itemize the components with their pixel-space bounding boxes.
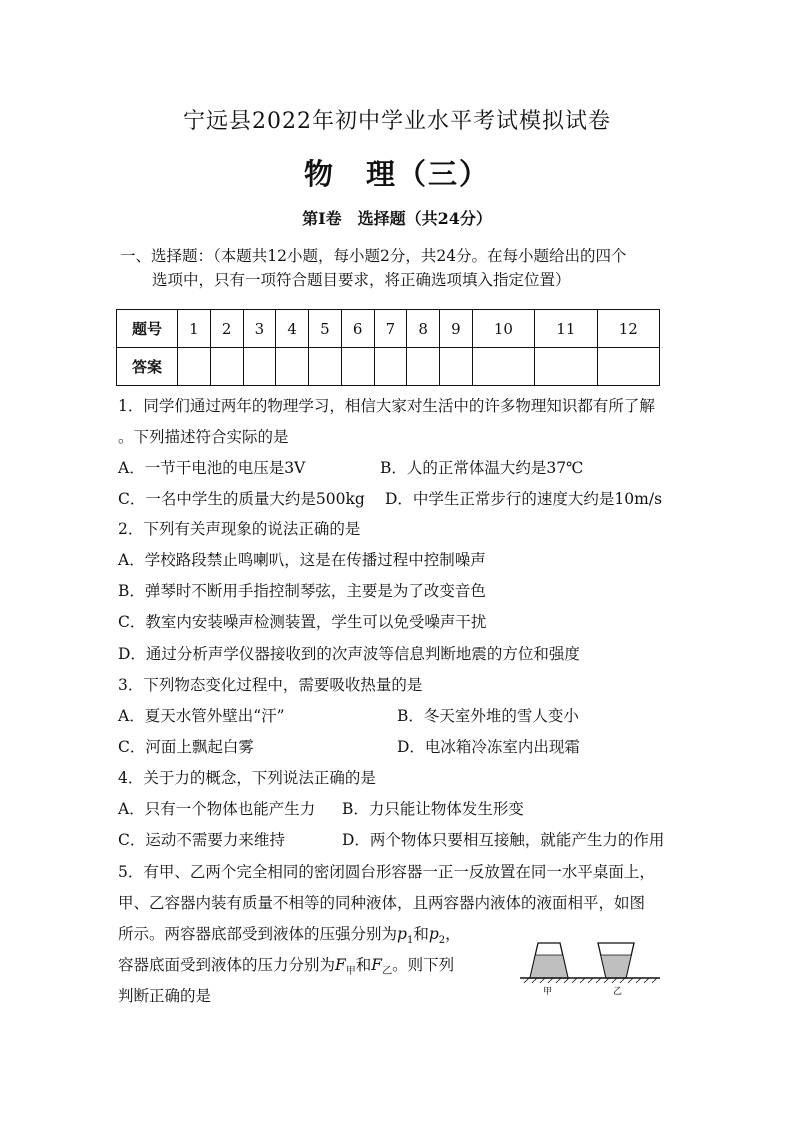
- q4-option-d: D．两个物体只要相互接触，就能产生力的作用: [342, 831, 665, 849]
- q3-option-a: A．夏天水管外壁出“汗”: [118, 707, 285, 725]
- q1-option-a: A．一节干电池的电压是3V: [118, 459, 306, 477]
- section-heading: 第Ⅰ卷 选择题（共24分）: [302, 209, 492, 228]
- force-symbol: F: [335, 956, 346, 974]
- question-number-cell: 2: [210, 310, 243, 348]
- question-number-cell: 7: [374, 310, 407, 348]
- q1-option-c: C．一名中学生的质量大约是500kg: [118, 490, 365, 508]
- q5-text: 容器底面受到液体的压力分别为: [118, 956, 336, 974]
- q1-stem-line-1: 1．同学们通过两年的物理学习，相信大家对生活中的许多物理知识都有所了解: [118, 397, 655, 415]
- q5-text: 所示。两容器底部受到液体的压强分别为: [118, 925, 398, 943]
- answer-cell[interactable]: [407, 348, 440, 386]
- answer-cell[interactable]: [374, 348, 407, 386]
- question-number-cell: 11: [535, 310, 597, 348]
- answer-cell[interactable]: [243, 348, 276, 386]
- label-yi: 乙: [613, 987, 623, 997]
- pressure-symbol: p: [428, 925, 439, 943]
- subscript: 乙: [382, 966, 393, 978]
- q4-option-c: C．运动不需要力来维持: [118, 831, 285, 849]
- q5-stem-line-3: [118, 922, 461, 946]
- q3-option-b: B．冬天室外堆的雪人变小: [397, 707, 579, 725]
- q2-stem: 2．下列有关声现象的说法正确的是: [118, 520, 361, 538]
- answer-cell[interactable]: [276, 348, 309, 386]
- table-hatching: [524, 978, 657, 983]
- q5-stem-line-1: 5．有甲、乙两个完全相同的密闭圆台形容器一正一反放置在同一水平桌面上，: [118, 863, 655, 881]
- q3-option-d: D．电冰箱冷冻室内出现霜: [397, 738, 580, 756]
- answer-cell[interactable]: [341, 348, 374, 386]
- answer-header: 答案: [117, 348, 178, 386]
- question-number-cell: 12: [597, 310, 659, 348]
- answer-cell[interactable]: [472, 348, 534, 386]
- q1-stem-line-2: 。下列描述符合实际的是: [118, 428, 289, 446]
- q2-option-d: D．通过分析声学仪器接收到的次声波等信息判断地震的方位和强度: [118, 645, 580, 663]
- question-number-cell: 10: [472, 310, 534, 348]
- answer-cell[interactable]: [597, 348, 659, 386]
- containers-figure: [510, 938, 675, 998]
- force-symbol: F: [371, 956, 383, 974]
- instructions-line-1: 一、选择题：（本题共12小题，每小题2分，共24分。在每小题给出的四个: [120, 247, 627, 265]
- answer-table: [116, 309, 660, 386]
- subscript: 甲: [345, 966, 356, 978]
- q1-option-b: B．人的正常体温大约是37℃: [380, 459, 584, 477]
- liquid-yi: [601, 955, 632, 978]
- question-number-cell: 8: [407, 310, 440, 348]
- q5-text: 和: [413, 925, 429, 943]
- label-jia: 甲: [543, 987, 553, 997]
- instructions-line-2: 选项中，只有一项符合题目要求，将正确选项填入指定位置）: [152, 271, 571, 289]
- q5-text: 。则下列: [392, 956, 455, 974]
- answer-cell[interactable]: [178, 348, 211, 386]
- question-number-cell: 3: [243, 310, 276, 348]
- q4-option-a: A．只有一个物体也能产生力: [118, 800, 316, 818]
- q5-stem-line-4: [118, 953, 454, 977]
- pressure-symbol: p: [397, 925, 407, 943]
- q5-stem-line-2: 甲、乙容器内装有质量不相等的同种液体，且两容器内液体的液面相平，如图: [118, 894, 646, 912]
- q5-text: 和: [355, 956, 372, 974]
- answer-cell[interactable]: [309, 348, 342, 386]
- question-number-cell: 4: [276, 310, 309, 348]
- answer-cell[interactable]: [210, 348, 243, 386]
- q5-text: ，: [445, 925, 461, 943]
- question-number-cell: 1: [178, 310, 211, 348]
- q2-option-c: C．教室内安装噪声检测装置，学生可以免受噪声干扰: [118, 613, 487, 631]
- q2-option-b: B．弹琴时不断用手指控制琴弦，主要是为了改变音色: [118, 582, 486, 600]
- exam-title: 宁远县2022年初中学业水平考试模拟试卷: [183, 109, 611, 134]
- question-number-cell: 6: [341, 310, 374, 348]
- answer-table-answer-row: [117, 348, 660, 386]
- answer-cell[interactable]: [440, 348, 473, 386]
- q2-option-a: A．学校路段禁止鸣喇叭，这是在传播过程中控制噪声: [118, 551, 486, 569]
- subscript: 1: [406, 935, 414, 947]
- question-number-header: 题号: [117, 310, 178, 348]
- answer-table-number-row: [117, 310, 660, 348]
- question-number-cell: 9: [440, 310, 473, 348]
- liquid-jia: [530, 955, 568, 978]
- q4-stem: 4．关于力的概念，下列说法正确的是: [118, 769, 376, 787]
- subscript: 2: [438, 935, 446, 947]
- q1-option-d: D．中学生正常步行的速度大约是10m/s: [385, 490, 663, 508]
- q5-stem-line-5: 判断正确的是: [118, 987, 212, 1005]
- question-number-cell: 5: [309, 310, 342, 348]
- subject-title: 物 理（三）: [303, 157, 490, 191]
- q3-stem: 3．下列物态变化过程中，需要吸收热量的是: [118, 676, 423, 694]
- q3-option-c: C．河面上飘起白雾: [118, 738, 254, 756]
- q4-option-b: B．力只能让物体发生形变: [342, 800, 524, 818]
- answer-cell[interactable]: [535, 348, 597, 386]
